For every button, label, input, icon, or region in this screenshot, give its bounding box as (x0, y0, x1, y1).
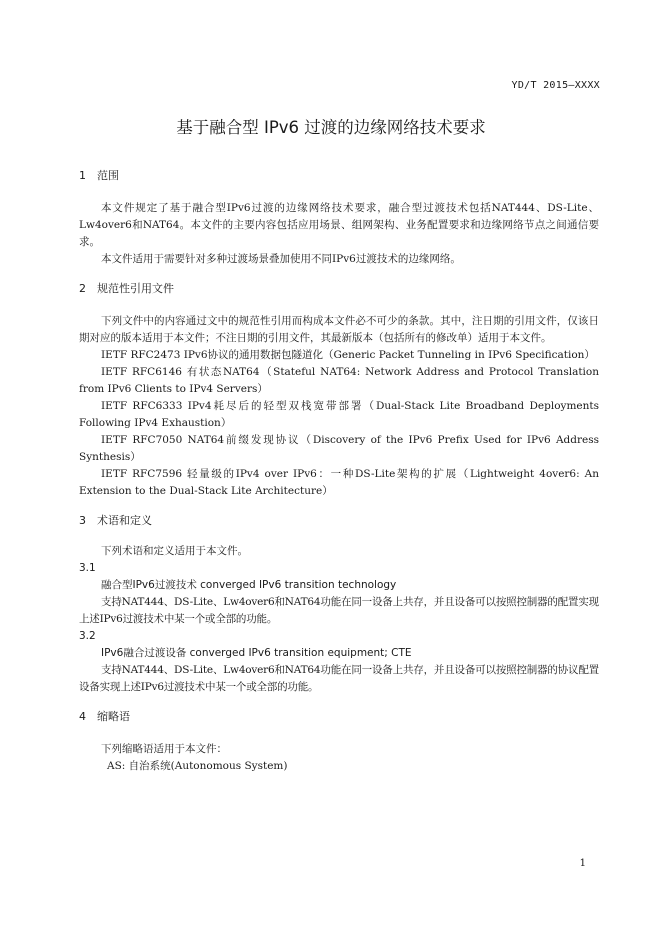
section-1-paragraph: 本文件适用于需要针对多种过渡场景叠加使用不同IPv6过渡技术的边缘网络。 (101, 253, 461, 265)
section-1-heading: 1 范围 (79, 169, 119, 182)
abbreviation-item: AS: 自治系统(Autonomous System) (107, 760, 288, 772)
term-number: 3.1 (79, 562, 96, 574)
section-3-heading: 3 术语和定义 (79, 514, 152, 527)
reference-item: IETF RFC6333 IPv4耗尽后的轻型双栈宽带部署（Dual-Stack Lite Broadband Deployments Following IPv4 Exhaustion） (79, 400, 599, 429)
section-1-paragraph: 本文件规定了基于融合型IPv6过渡的边缘网络技术要求，融合型过渡技术包括NAT444、DS-Lite、Lw4over6和NAT64。本文件的主要内容包括应用场景、组网架构、业务配置要求和边缘网络节点之间通信要求。 (79, 202, 599, 248)
document-title: 基于融合型 IPv6 过渡的边缘网络技术要求 (176, 118, 486, 137)
document-body (79, 168, 599, 775)
reference-item: IETF RFC6146 有状态NAT64（Stateful NAT64: Network Address and Protocol Translation from IPv6 Clients to IPv4 Servers） (79, 366, 599, 395)
term-name: 融合型IPv6过渡技术 converged IPv6 transition technology (101, 579, 397, 591)
section-4-intro: 下列缩略语适用于本文件： (101, 743, 227, 755)
term-name: IPv6融合过渡设备 converged IPv6 transition equipment; CTE (101, 647, 412, 659)
reference-item: IETF RFC7596 轻量级的IPv4 over IPv6：一种DS-Lite架构的扩展（Lightweight 4over6: An Extension to the Dual-Stack Lite Architecture） (79, 468, 599, 497)
term-definition: 支持NAT444、DS-Lite、Lw4over6和NAT64功能在同一设备上共存，并且设备可以按照控制器的配置实现上述IPv6过渡技术中某一个或全部的功能。 (79, 596, 599, 625)
term-definition: 支持NAT444、DS-Lite、Lw4over6和NAT64功能在同一设备上共存，并且设备可以按照控制器的协议配置设备实现上述IPv6过渡技术中某一个或全部的功能。 (79, 664, 599, 693)
section-2-heading: 2 规范性引用文件 (79, 282, 174, 295)
term-number: 3.2 (79, 630, 96, 642)
page-number: 1 (579, 858, 586, 869)
reference-item: IETF RFC7050 NAT64前缀发现协议（Discovery of the IPv6 Prefix Used for IPv6 Address Synthesis） (79, 434, 599, 463)
standard-code: YD/T 2015—XXXX (511, 80, 600, 91)
reference-item: IETF RFC2473 IPv6协议的通用数据包隧道化（Generic Packet Tunneling in IPv6 Specification） (101, 349, 595, 361)
section-2-intro: 下列文件中的内容通过文中的规范性引用而构成本文件必不可少的条款。其中，注日期的引用文件，仅该日期对应的版本适用于本文件；不注日期的引用文件，其最新版本（包括所有的修改单）适用于本文件。 (79, 315, 599, 344)
section-4-heading: 4 缩略语 (79, 710, 130, 723)
section-3-intro: 下列术语和定义适用于本文件。 (101, 545, 248, 557)
